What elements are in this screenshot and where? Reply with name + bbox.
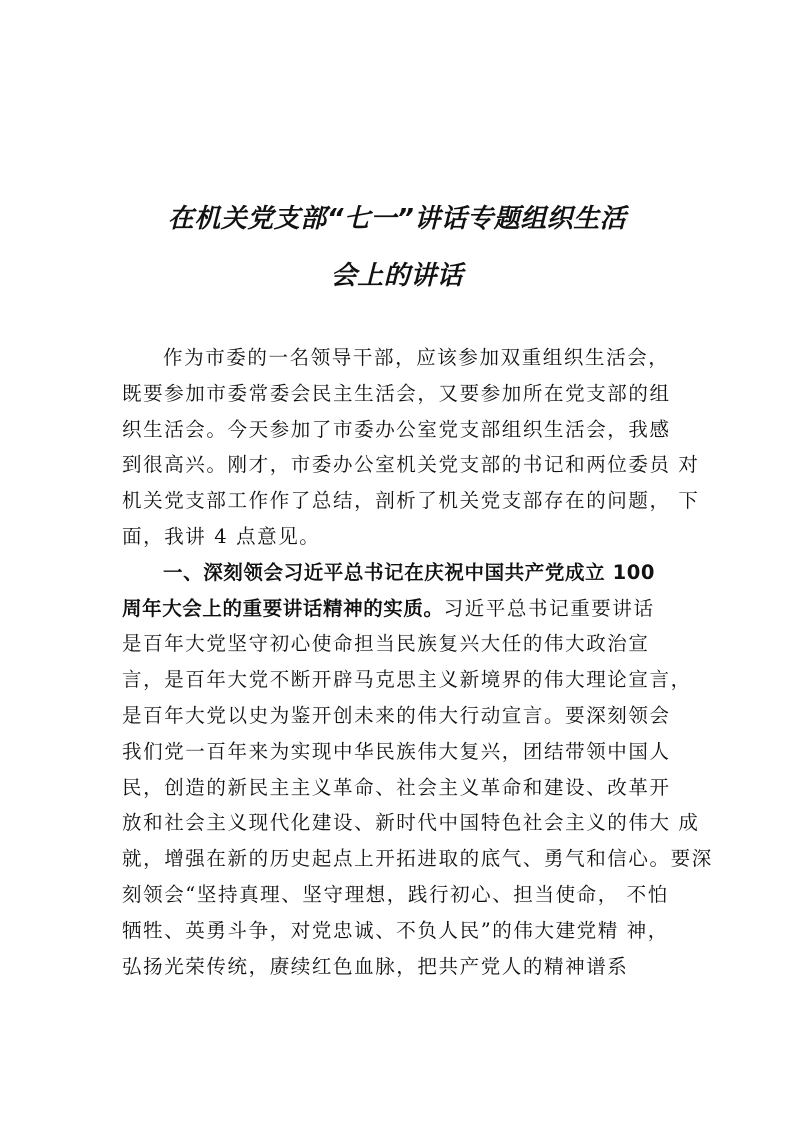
paragraph-line: 牺牲、英勇斗争，对党忠诚、不负人民”的伟大建党精 神， [122, 918, 669, 942]
paragraph-line: 到很高兴。刚才，市委办公室机关党支部的书记和两位委员 对 [122, 453, 700, 477]
paragraph-line: 刻领会“坚持真理、坚守理想，践行初心、担当使命， 不怕 [122, 882, 669, 906]
paragraph-line: 面，我讲 4 点意见。 [122, 524, 321, 548]
paragraph-line: 既要参加市委常委会民主生活会，又要参加所在党支部的组 [122, 381, 671, 405]
paragraph-line [122, 594, 702, 630]
paragraph-line: 言，是百年大党不断开辟马克思主义新境界的伟大理论宣言， [122, 668, 692, 692]
paragraph-text: 习近平总书记重要讲话 [443, 596, 655, 620]
section-heading: 一、深刻领会习近平总书记在庆祝中国共产党成立 100 [163, 560, 656, 584]
paragraph-line: 织生活会。今天参加了市委办公室党支部组织生活会，我感 [122, 417, 671, 441]
paragraph-line: 弘扬光荣传统，赓续红色血脉，把共产党人的精神谱系 [122, 954, 629, 978]
paragraph-line: 作为市委的一名领导干部，应该参加双重组织生活会， [163, 346, 670, 369]
paragraph-line: 我们党一百年来为实现中华民族伟大复兴，团结带领中国人 [122, 739, 671, 763]
paragraph-line: 就，增强在新的历史起点上开拓进取的底气、勇气和信心。要深 [122, 847, 713, 871]
document-title-line-1: 在机关党支部“七一”讲话专题组织生活 [167, 204, 627, 234]
document-title-line-2: 会上的讲话 [330, 261, 464, 291]
paragraph-line: 是百年大党以史为鉴开创未来的伟大行动宣言。要深刻领会 [122, 703, 671, 727]
paragraph-line: 民，创造的新民主主义革命、社会主义革命和建设、改革开 [122, 775, 671, 799]
paragraph-line: 机关党支部工作作了总结，剖析了机关党支部存在的问题， 下 [122, 489, 700, 513]
document-body [122, 343, 713, 987]
paragraph-line: 放和社会主义现代化建设、新时代中国特色社会主义的伟大 成 [122, 811, 700, 835]
paragraph-line: 是百年大党坚守初心使命担当民族复兴大任的伟大政治宣 [122, 632, 650, 656]
section-heading-end: 周年大会上的重要讲话精神的实质。 [122, 596, 444, 620]
